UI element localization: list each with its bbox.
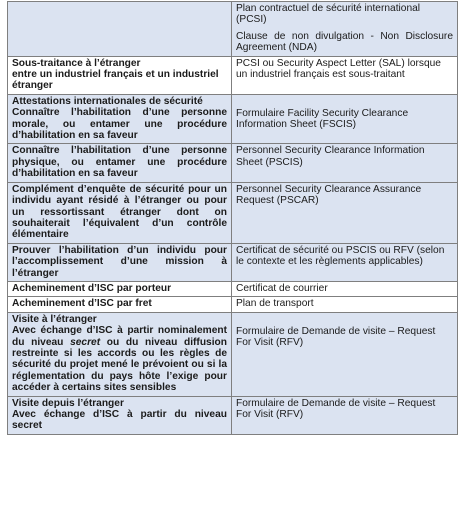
cell-context — [8, 396, 232, 434]
cell-document — [232, 2, 458, 57]
context-text: Avec échange d’ISC à partir du niveau secret — [12, 409, 227, 432]
table-row — [8, 312, 458, 396]
cell-context — [8, 56, 232, 94]
cell-context — [8, 281, 232, 296]
cell-document — [232, 243, 458, 281]
cell-context — [8, 182, 232, 243]
cell-context — [8, 297, 232, 312]
context-heading: Sous-traitance à l’étranger — [12, 57, 141, 69]
context-text — [12, 325, 227, 393]
table-row — [8, 281, 458, 296]
document-page — [7, 1, 457, 435]
document-text: Certificat de sécurité ou PSCIS ou RFV (selon le contexte et les règlements applicables) — [236, 244, 445, 268]
cell-context — [8, 2, 232, 57]
table-row — [8, 144, 458, 182]
cell-document — [232, 56, 458, 94]
context-text: Connaître l’habilitation d’une personne morale, ou entamer une procédure d’habilitation en sa faveur — [12, 107, 227, 142]
cell-document — [232, 182, 458, 243]
document-text: Personnel Security Clearance Information Sheet (PSCIS) — [236, 145, 425, 168]
cell-context — [8, 243, 232, 281]
document-text: Plan de transport — [236, 298, 314, 310]
security-documents-table — [7, 1, 458, 435]
cell-context — [8, 94, 232, 144]
context-text-emphasis: secret — [70, 336, 101, 348]
cell-document — [232, 281, 458, 296]
document-text: Personnel Security Clearance Assurance Request (PSCAR) — [236, 183, 422, 207]
document-text: Clause de non divulgation - Non Disclosure Agreement (NDA) — [236, 30, 453, 54]
table-row — [8, 243, 458, 281]
context-heading: Visite à l’étranger — [12, 313, 97, 325]
context-text: Connaître l’habilitation d’une personne physique, ou entamer une procédure d’habilitation en sa faveur — [12, 145, 227, 180]
context-text: Prouver l’habilitation d’un individu pour l’accomplissement d’une mission à l’étranger — [12, 244, 227, 279]
document-text: Formulaire de Demande de visite – Request For Visit (RFV) — [236, 397, 436, 420]
document-text: Plan contractuel de sécurité international (PCSI) — [236, 3, 421, 26]
table-row — [8, 396, 458, 434]
table-row — [8, 94, 458, 144]
table-row — [8, 297, 458, 312]
cell-document — [232, 297, 458, 312]
cell-document — [232, 312, 458, 396]
table-row — [8, 56, 458, 94]
cell-document — [232, 144, 458, 182]
table-row — [8, 2, 458, 57]
context-heading: Acheminement d’ISC par porteur — [12, 282, 172, 294]
document-text: Certificat de courrier — [236, 282, 328, 294]
document-text: PCSI ou Security Aspect Letter (SAL) lorsque un industriel français est sous-traitant — [236, 57, 441, 81]
context-text: Complément d’enquête de sécurité pour un individu ayant résidé à l’étranger ou pour un ressortissant étranger dont on souhaiterait l’équivalent d’un contrôle élémentaire — [12, 183, 227, 241]
context-heading: Visite depuis l’étranger — [12, 397, 124, 409]
context-text: entre un industriel français et un industriel étranger — [12, 69, 219, 92]
context-text-part: ou du niveau diffusion restreinte si les accords ou les règles de sécurité du projet mené le prévoient ou si la réglementation du pays hôte l’exige pour accéder à certains sites sensibles — [12, 336, 227, 394]
context-text-part: Avec échange d’ISC à partir nominalement du niveau — [12, 325, 227, 348]
cell-document — [232, 396, 458, 434]
cell-document — [232, 94, 458, 144]
context-heading: Acheminement d’ISC par fret — [12, 298, 152, 310]
context-heading: Attestations internationales de sécurité — [12, 95, 203, 107]
table-row — [8, 182, 458, 243]
document-text: Formulaire Facility Security Clearance Information Sheet (FSCIS) — [236, 107, 409, 131]
cell-context — [8, 144, 232, 182]
cell-context — [8, 312, 232, 396]
document-text: Formulaire de Demande de visite – Request For Visit (RFV) — [236, 325, 436, 349]
